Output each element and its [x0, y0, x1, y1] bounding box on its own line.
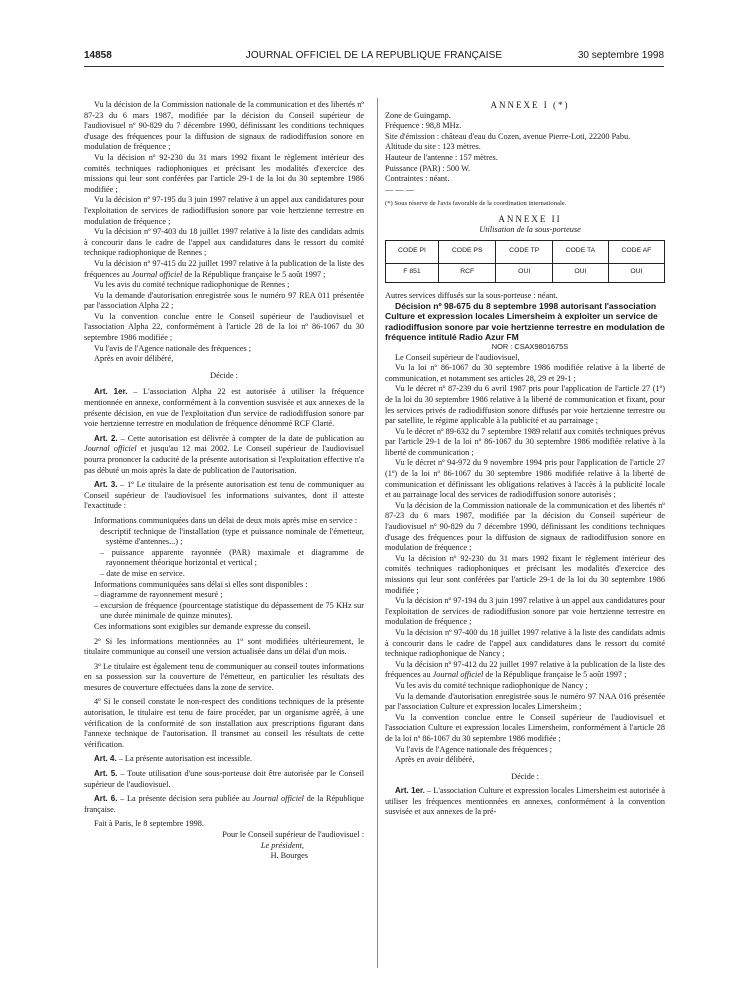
table-cell: OUI [496, 263, 553, 282]
table-cell: RCF [438, 263, 495, 282]
annex-line: Hauteur de l'antenne : 157 mètres. [385, 152, 498, 162]
nor-reference: NOR : CSAX9801675S [491, 341, 569, 351]
visa-paragraph: Vu l'avis de l'Agence nationale des fréquences ; [395, 744, 553, 754]
page-number: 14858 [84, 50, 112, 61]
annex-dashes: — — — [385, 184, 414, 194]
table-row [386, 263, 665, 282]
annex-line: Altitude du site : 123 mètres. [385, 142, 481, 152]
article-text: et jusqu'au 12 mai 2002. Le Conseil supérieur de l'audiovisuel pourra prononcer la caducité de la présente autorisation si l'exploitation effective n'a pas débuté un mois après la date de publication de l'autorisation. [84, 444, 365, 475]
article-text: – La présente décision sera publiée au [117, 794, 253, 804]
page-header [84, 50, 664, 64]
issue-date: 30 septembre 1998 [577, 50, 664, 61]
subcarrier-codes-table [385, 240, 665, 283]
signature-line: Pour le Conseil supérieur de l'audiovisuel : [222, 830, 364, 839]
article-label: Art. 5. [94, 769, 118, 779]
journal-ref: Journal officiel [252, 794, 304, 804]
article-text: – Toute utilisation d'une sous-porteuse doit être autorisée par le Conseil supérieur de l'audiovisuel. [84, 769, 364, 789]
annex-line: Zone de Guingamp. [385, 110, 451, 120]
annex-1-title: ANNEXE I (*) [490, 100, 570, 110]
point-2: 2º Si les informations mentionnées au 1º sont modifiées ultérieurement, le titulaire communique au conseil une version actualisée dans un délai d'un mois. [84, 636, 364, 657]
annex-line: Puissance (PAR) : 500 W. [385, 163, 471, 173]
table-cell: OUI [553, 263, 609, 282]
article-1 [84, 387, 364, 429]
column-header: CODE PI [386, 240, 439, 263]
text: Vu la décision nº 97-415 du 22 juillet 1997 relative à la publication de la liste des fréquences au [84, 258, 364, 279]
visa-paragraph: Vu la demande d'autorisation enregistrée sous le numéro 97 NAA 016 présentée par l'association Culture et expression locales Limersheim ; [385, 691, 665, 712]
article-text: – Cette autorisation est délivrée à compter de la date de publication au [117, 433, 364, 443]
article-label: Art. 3. [94, 480, 118, 490]
column-header: CODE TP [496, 240, 553, 263]
header-rule [84, 66, 664, 67]
article-text: – 1º Le titulaire de la présente autorisation est tenu de communiquer au Conseil supérieur de l'audiovisuel les informations suivantes, dont il atteste l'exactitude : [84, 480, 365, 511]
annex-line: Contraintes : néant. [385, 174, 450, 184]
article-label: Art. 1er. [395, 786, 425, 796]
info-intro: Informations communiquées sans délai si elles sont disponibles : [94, 579, 308, 589]
article-3 [84, 480, 364, 512]
visa-paragraph: Après en avoir délibéré, [395, 755, 475, 765]
list-item: – excursion de fréquence (pourcentage statistique du dépassement de 75 KHz sur une durée minimale de quinze minutes). [94, 600, 364, 621]
visa-paragraph: Vu la loi nº 86-1067 du 30 septembre 1986 modifiée relative à la liberté de communication, et notamment ses articles 28, 29 et 29-1 ; [385, 363, 665, 383]
visa-paragraph [84, 259, 364, 280]
visa-paragraph: Vu la décision nº 97-194 du 3 juin 1997 relative à un appel aux candidatures pour l'exploitation de services de radiodiffusion sonore par voie hertzienne terrestre en modulation de fréquence ; [385, 596, 665, 627]
list-item: – date de mise en service. [100, 568, 185, 578]
decide-heading: Décide : [511, 771, 539, 781]
info-intro: Informations communiquées dans un délai de deux mois après mise en service : [94, 515, 358, 525]
article-5 [84, 769, 364, 790]
article-text: de la République française. [84, 794, 365, 814]
visa-paragraph: Vu la décision nº 97-403 du 18 juillet 1997 relative à la liste des candidats admis à concourir dans le cadre de l'appel aux candidatures dans le ressort du comité technique radiophonique de Rennes ; [84, 227, 364, 258]
visa-paragraph: Vu l'avis de l'Agence nationale des fréquences ; [94, 343, 252, 353]
column-header: CODE AF [608, 240, 664, 263]
text: de la République française le 5 août 1997 ; [483, 670, 627, 680]
decision-title: Décision nº 98-675 du 8 septembre 1998 autorisant l'association Culture et expression locales Limersheim à exploiter un service de radiodiffusion sonore par voie hertzienne terrestre en modulation de fréquence intitulé Radio Azur FM [385, 301, 665, 342]
signature-title: Le président, [260, 840, 304, 850]
text: Vu la décision nº 97-412 du 22 juillet 1997 relative à la publication de la liste des fréquences au [385, 659, 665, 680]
table-cell: F 851 [386, 263, 439, 282]
visa-paragraph: Vu la demande d'autorisation enregistrée sous le numéro 97 REA 011 présentée par l'association Alpha 22 ; [84, 290, 364, 311]
list-item: descriptif technique de l'installation (type et puissance nominale de l'émetteur, système d'antennes...) ; [100, 526, 364, 547]
article-label: Art. 1er. [94, 387, 128, 397]
table-cell: OUI [608, 263, 664, 282]
left-column [84, 100, 364, 862]
table-header-row [386, 240, 665, 263]
visa-paragraph: Vu les avis du comité technique radiophonique de Nancy ; [395, 680, 588, 690]
point-4: 4º Si le conseil constate le non-respect des conditions techniques de la présente autorisation, le titulaire est tenu de faire procéder, par un organisme agréé, à une vérification de la conformité de son installation aux prescriptions figurant dans l'annexe technique de l'autorisation. Il transmet au conseil les résultats de cette vérification. [84, 697, 364, 749]
info-note: Ces informations sont exigibles sur demande expresse du conseil. [94, 621, 311, 631]
article-label: Art. 6. [94, 794, 118, 804]
right-column [385, 100, 665, 818]
annex-footnote: (*) Sous réserve de l'avis favorable de la coordination internationale. [385, 200, 567, 208]
visa-paragraph: Vu les avis du comité technique radiophonique de Rennes ; [94, 280, 290, 290]
annex-2-subtitle: Utilisation de la sous-porteuse [479, 224, 581, 234]
visa-paragraph [385, 660, 665, 681]
visa-paragraph: Vu la décision nº 97-400 du 18 juillet 1997 relative à la liste des candidats admis à concourir dans le cadre de l'appel aux candidatures dans le ressort du comité technique radiophonique de Nancy ; [385, 627, 665, 659]
article-text: – La présente autorisation est incessible. [116, 754, 253, 764]
annex-2-title: ANNEXE II [498, 214, 562, 225]
article-label: Art. 2. [94, 433, 118, 443]
article-6 [84, 794, 364, 815]
visa-paragraph: Vu le décret nº 89-632 du 7 septembre 1989 relatif aux comités techniques prévus par l'article 29-1 de la loi nº 86-1067 du 30 septembre 1986 modifiée relative à la liberté de communication ; [385, 426, 665, 457]
decide-heading: Décide : [210, 370, 238, 380]
list-item: – puissance apparente rayonnée (PAR) maximale et diagramme de rayonnement théorique horizontal et vertical ; [100, 547, 364, 568]
visa-paragraph: Le Conseil supérieur de l'audiovisuel, [395, 352, 520, 362]
visa-paragraph: Après en avoir délibéré, [94, 354, 174, 364]
info-list [84, 590, 364, 622]
text: de la République française le 5 août 1997 ; [182, 269, 326, 279]
journal-ref: Journal officiel [131, 269, 183, 279]
annex-line: Fréquence : 98,8 MHz. [385, 121, 462, 131]
column-divider [377, 98, 378, 968]
point-3: 3º Le titulaire est également tenu de communiquer au conseil toutes informations en sa possession sur la couverture de l'émetteur, en particulier les résultats des mesures de couverture effectuées dans la zone de service. [84, 661, 364, 692]
signature-place-date: Fait à Paris, le 8 septembre 1998. [94, 819, 204, 829]
journal-title: JOURNAL OFFICIEL DE LA REPUBLIQUE FRANÇAISE [245, 50, 503, 61]
article-text: – L'association Culture et expression locales Limersheim est autorisée à utiliser les fréquences mentionnées en annexes, conformément à la convention susvisée et aux annexes de la pré- [385, 786, 666, 817]
other-services-note: Autres services diffusés sur la sous-porteuse : néant. [385, 290, 558, 300]
article-2 [84, 434, 364, 476]
info-list [84, 527, 364, 580]
visa-paragraph: Vu la convention conclue entre le Conseil supérieur de l'audiovisuel et l'association Alpha 22, conformément à l'article 28 de la loi nº 86-1067 du 30 septembre 1986 modifiée ; [84, 311, 364, 343]
annex-line: Site d'émission : château d'eau du Cozen, avenue Pierre-Loti, 22200 Pabu. [385, 131, 631, 141]
visa-paragraph: Vu la décision nº 97-195 du 3 juin 1997 relative à un appel aux candidatures pour l'exploitation de services de radiodiffusion sonore par voie hertzienne terrestre en modulation de fréquence ; [84, 195, 364, 226]
column-header: CODE TA [553, 240, 609, 263]
article-label: Art. 4. [94, 754, 117, 764]
article-4 [84, 754, 364, 765]
visa-paragraph: Vu le décret nº 87-239 du 6 avril 1987 pris pour l'application de l'article 27 (1º) de la loi du 30 septembre 1986 relative à la liberté de communication et fixant, pour les services privés de radiodiffusion sonore diffusés par voie hertzienne terrestre ou par satellite, le régime applicable à la publicité et au parrainage ; [385, 384, 665, 426]
visa-paragraph: Vu le décret nº 94-972 du 9 novembre 1994 pris pour l'application de l'article 27 (1º) de la loi nº 86-1067 du 30 septembre 1986 modifiée relative à la liberté de communication et définissant les obligations relatives à l'accès à la publicité locale et au parrainage local des services de radiodiffusion sonore autorisés ; [385, 458, 665, 500]
article-text: – L'association Alpha 22 est autorisée à utiliser la fréquence mentionnée en annexe, conformément à la convention susvisée et aux annexes de la présente décision, en vue de l'exploitation d'un service de radiodiffusion sonore par voie hertzienne terrestre en modulation de fréquence dénommé RCF Clarté. [84, 387, 364, 429]
visa-paragraph: Vu la décision nº 92-230 du 31 mars 1992 fixant le règlement intérieur des comités techniques radiophoniques et précisant les modalités d'exercice des missions qui leur sont conférées par l'article 29-1 de la loi du 30 septembre 1986 modifiée ; [84, 152, 364, 194]
article-1 [385, 786, 665, 818]
signatory-name: H. Bourges [270, 851, 308, 861]
journal-ref: Journal officiel [84, 444, 137, 454]
visa-paragraph: Vu la convention conclue entre le Conseil supérieur de l'audiovisuel et l'association Culture et expression locales Limersheim, conformément à l'article 28 de la loi nº 86-1067 du 30 septembre 1986 modifiée ; [385, 712, 665, 743]
list-item: – diagramme de rayonnement mesuré ; [94, 590, 223, 600]
journal-ref: Journal officiel [432, 670, 484, 680]
visa-paragraph: Vu la décision de la Commission nationale de la communication et des libertés nº 87-23 du 6 mars 1987, modifiée par la décision du Conseil supérieur de l'audiovisuel nº 90-829 du 7 décembre 1990, définissant les conditions techniques d'usage des fréquences pour la diffusion de signaux de radiodiffusion sonore en modulation de fréquence ; [84, 100, 364, 152]
column-header: CODE PS [438, 240, 495, 263]
visa-paragraph: Vu la décision nº 92-230 du 31 mars 1992 fixant le règlement intérieur des comités techniques radiophoniques et précisant les modalités d'exercice des missions qui leur sont conférées par l'article 29-1 de la loi du 30 septembre 1986 modifiée ; [385, 553, 665, 595]
visa-paragraph: Vu la décision de la Commission nationale de la communication et des libertés nº 87-23 du 6 mars 1987, modifiée par la décision du Conseil supérieur de l'audiovisuel nº 90-829 du 7 décembre 1990, définissant les conditions techniques d'usage des fréquences pour la diffusion de signaux de radiodiffusion sonore en modulation de fréquence ; [385, 500, 665, 553]
